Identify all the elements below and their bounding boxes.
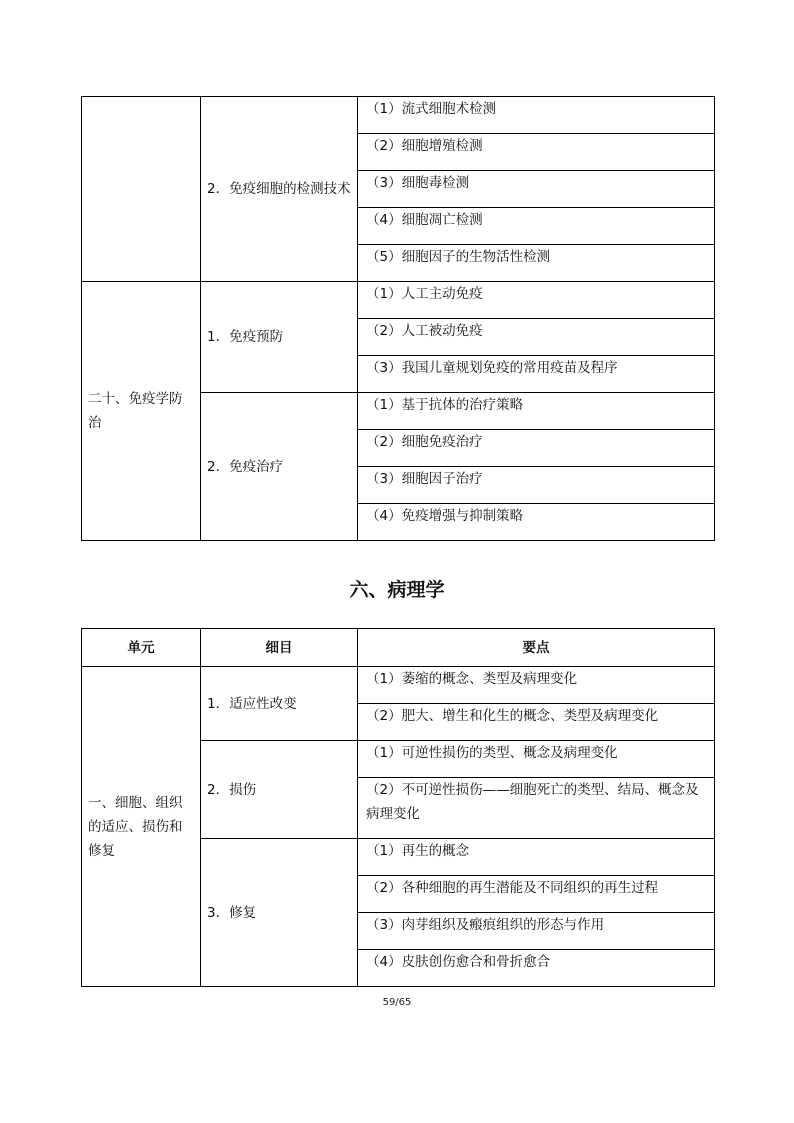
detail-cell: 3．修复	[201, 839, 358, 987]
header-point: 要点	[358, 629, 715, 667]
point-cell: （5）细胞因子的生物活性检测	[358, 245, 715, 282]
point-cell: （1）基于抗体的治疗策略	[358, 393, 715, 430]
point-cell: （3）细胞毒检测	[358, 171, 715, 208]
section-title: 六、病理学	[349, 579, 445, 601]
point-cell: （2）不可逆性损伤——细胞死亡的类型、结局、概念及病理变化	[358, 778, 715, 839]
detail-cell: 2．免疫治疗	[201, 393, 358, 541]
point-cell: （4）免疫增强与抑制策略	[358, 504, 715, 541]
unit-cell: 二十、免疫学防治	[82, 282, 201, 541]
point-cell: （1）萎缩的概念、类型及病理变化	[358, 667, 715, 704]
unit-cell: 一、细胞、组织的适应、损伤和修复	[82, 667, 201, 987]
detail-cell: 2．损伤	[201, 741, 358, 839]
point-cell: （1）流式细胞术检测	[358, 97, 715, 134]
detail-cell: 1．免疫预防	[201, 282, 358, 393]
point-cell: （3）细胞因子治疗	[358, 467, 715, 504]
header-unit: 单元	[82, 629, 201, 667]
point-cell: （1）再生的概念	[358, 839, 715, 876]
point-cell: （2）细胞免疫治疗	[358, 430, 715, 467]
point-cell: （4）皮肤创伤愈合和骨折愈合	[358, 950, 715, 987]
point-cell: （3）肉芽组织及瘢痕组织的形态与作用	[358, 913, 715, 950]
point-cell: （3）我国儿童规划免疫的常用疫苗及程序	[358, 356, 715, 393]
point-cell: （2）肥大、增生和化生的概念、类型及病理变化	[358, 704, 715, 741]
syllabus-table-continued	[81, 96, 715, 541]
point-cell: （2）人工被动免疫	[358, 319, 715, 356]
detail-cell: 1．适应性改变	[201, 667, 358, 741]
point-cell: （2）各种细胞的再生潜能及不同组织的再生过程	[358, 876, 715, 913]
point-cell: （1）可逆性损伤的类型、概念及病理变化	[358, 741, 715, 778]
point-cell: （4）细胞凋亡检测	[358, 208, 715, 245]
page-number: 59/65	[382, 997, 412, 1008]
pathology-syllabus-table	[81, 628, 715, 987]
point-cell: （1）人工主动免疫	[358, 282, 715, 319]
unit-cell	[82, 97, 201, 282]
header-detail: 细目	[201, 629, 358, 667]
detail-cell: 2．免疫细胞的检测技术	[201, 97, 358, 282]
point-cell: （2）细胞增殖检测	[358, 134, 715, 171]
